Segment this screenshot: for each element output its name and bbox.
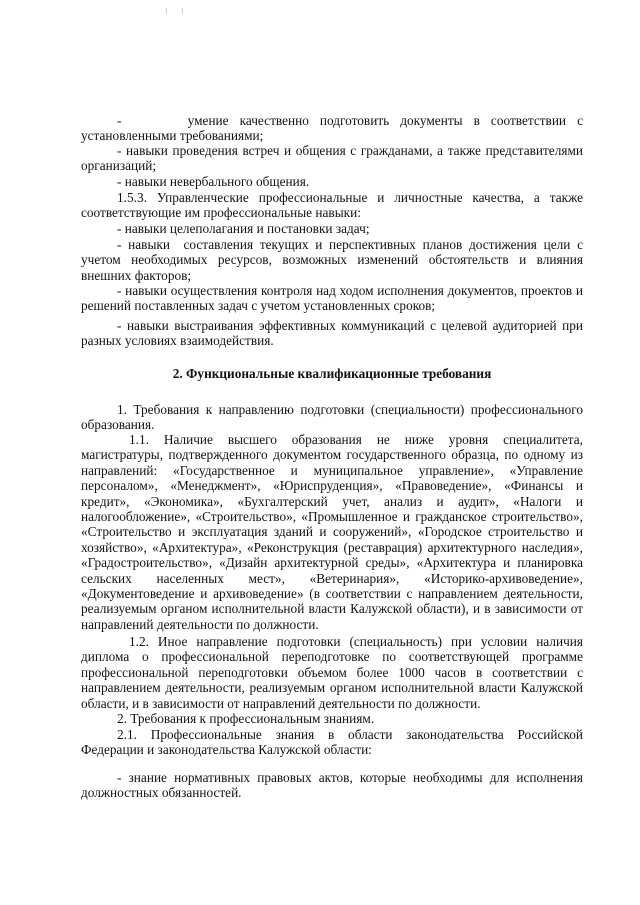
scan-mark	[166, 8, 167, 14]
section-2-heading: 2. Функциональные квалификационные требования	[172, 366, 492, 381]
skill-item: - навыки осуществления контроля над ходом исполнения документов, проектов и решений поставленных задач с учетом установленных сроков;	[81, 283, 583, 314]
skill-item: - умение качественно подготовить документы в соответствии с установленными требованиями;	[81, 113, 583, 144]
skill-item: - навыки составления текущих и перспективных планов достижения цели с учетом необходимых ресурсов, возможных изменений обстоятельств и влияния внешних факторов;	[81, 237, 583, 283]
skill-item: - навыки целеполагания и постановки задач;	[117, 221, 370, 236]
skill-item: - навыки проведения встреч и общения с гражданами, а также представителями организаций;	[81, 143, 583, 174]
skill-item: - навыки выстраивания эффективных коммуникаций с целевой аудиторией при разных условиях взаимодействия.	[81, 318, 583, 349]
skill-item: - навыки невербального общения.	[117, 174, 310, 189]
requirement-1-2: 1.2. Иное направление подготовки (специальность) при условии наличия диплома о профессиональной переподготовке по соответствующей программе профессиональной переподготовки объемом более 1000 часов в соответствии с направлением деятельности, реализуемым органом исполнительной власти Калужской области, и в зависимости от направлений деятельности по должности.	[81, 634, 583, 711]
requirement-1: 1. Требования к направлению подготовки (специальности) профессионального образования.	[81, 402, 583, 433]
requirement-1-1: 1.1. Наличие высшего образования не ниже уровня специалитета, магистратуры, подтвержденного документом государственного образца, по одному из направлений: «Государственное и муниципальное управление», «Управление персоналом», «Менеджмент», «Юриспруденция», «Правоведение», «Финансы и кредит», «Экономика», «Бухгалтерский учет, анализ и аудит», «Налоги и налогообложение», «Строительство», «Промышленное и гражданское строительство», «Строительство и эксплуатация зданий и сооружений», «Городское строительство и хозяйство», «Архитектура», «Реконструкция (реставрация) архитектурного наследия», «Градостроительство», «Дизайн архитектурной среды», «Архитектура и планировка сельских населенных мест», «Ветеринария», «Историко-архивоведение», «Документоведение и архивоведение» (в соответствии с направлением деятельности, реализуемым органом исполнительной власти Калужской области), и в зависимости от направлений деятельности по должности.	[81, 432, 583, 632]
scan-mark	[182, 8, 183, 14]
requirement-2: 2. Требования к профессиональным знаниям.	[117, 711, 375, 726]
requirement-2-1: 2.1. Профессиональные знания в области законодательства Российской Федерации и законодательства Калужской области:	[81, 727, 583, 758]
knowledge-item: - знание нормативных правовых актов, которые необходимы для исполнения должностных обязанностей.	[81, 770, 583, 801]
section-1-5-3-title: 1.5.3. Управленческие профессиональные и личностные качества, а также соответствующие им профессиональные навыки:	[81, 190, 583, 221]
